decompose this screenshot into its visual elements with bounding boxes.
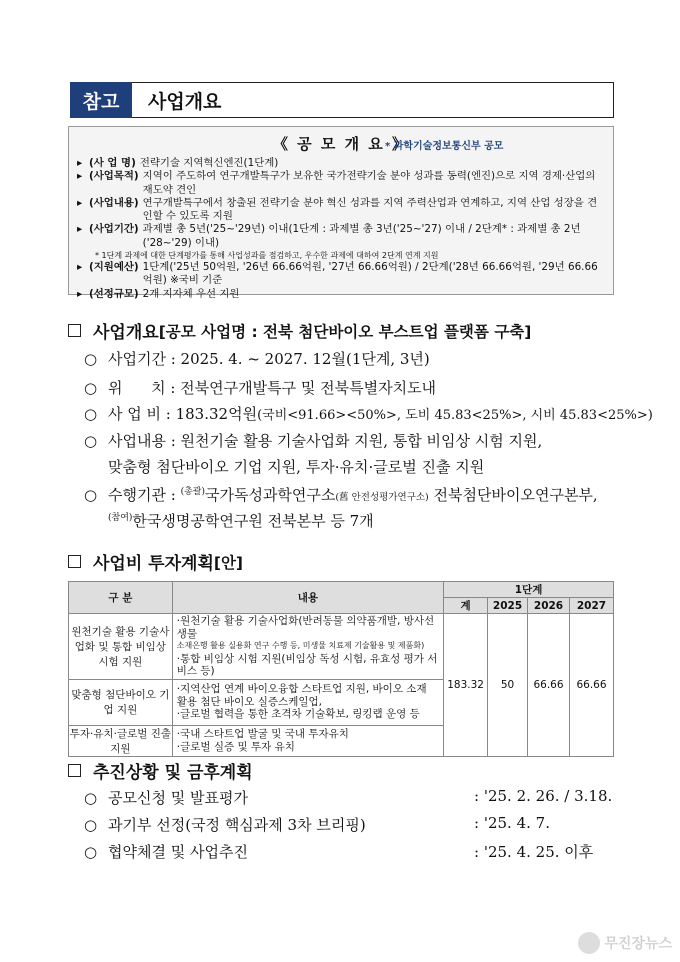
overview-org-partner: $^{(참여)}$한국생명공학연구원 전북본부 등 7개 <box>108 512 374 530</box>
announce-row: ▸ (사업기간) 과제별 총 5년('25~'29년) 이내(1단계 : 과제별 총 3년('25~'27) 이내 / 2단계* : 과제별 총 2년('28~'29) 이내) <box>77 223 581 249</box>
announcement-box <box>68 126 614 300</box>
overview-cost: ○ 사 업 비 : 183.32억원(국비<91.66><50%>, 도비 45.83<25%>, 시비 45.83<25%>) <box>84 405 653 423</box>
square-bullet-icon <box>68 764 81 777</box>
schedule-item: ○ 협약체결 및 사업추진 : '25. 4. 25. 이후 <box>84 843 594 861</box>
announce-row: ▸ (사업내용) 연구개발특구에서 창출된 전략기술 분야 혁신 성과를 지역 주력산업과 연계하고, 지역 산업 성장을 견인할 수 있도록 지원 <box>77 196 598 223</box>
overview-location: ○ 위 치 : 전북연구개발특구 및 전북특별자치도내 <box>84 379 437 397</box>
header-title: 사업개요 <box>132 82 614 118</box>
circle-bullet-icon: ○ <box>84 405 98 423</box>
col-year: 2025 <box>488 598 528 614</box>
announce-row: ▸ (지원예산) 1단계('25년 50억원, '26년 66.66억원, '27년 66.66억원) / 2단계('28년 66.66억원, '29년 66.66억원) ※국비 기준 <box>77 261 598 287</box>
col-division: 구 분 <box>69 582 173 614</box>
triangle-bullet-icon: ▸ <box>77 261 83 274</box>
triangle-bullet-icon: ▸ <box>77 196 83 209</box>
col-stage: 1단계 <box>444 582 614 598</box>
overview-content-cont: 맞춤형 첨단바이오 기업 지원, 투자·유치·글로벌 진출 지원 <box>108 458 485 476</box>
announce-row: ▸ (사 업 명) 전략기술 지역혁신엔진(1단계) <box>77 157 279 169</box>
budget-table <box>68 581 614 757</box>
division-cell: 원천기술 활용 기술사업화 및 통합 비임상 시험 지원 <box>69 614 173 680</box>
announcement-title: 《 공 모 개 요 》 * 과학기술정보통신부 공모 <box>272 135 504 153</box>
square-bullet-icon <box>68 555 81 568</box>
news-logo-icon <box>578 932 600 954</box>
circle-bullet-icon: ○ <box>84 843 98 861</box>
announcement-note: * 과학기술정보통신부 공모 <box>385 141 504 152</box>
circle-bullet-icon: ○ <box>84 816 98 834</box>
year-cell: 50 <box>488 614 528 757</box>
announce-row: ▸ (사업목적) 지역이 주도하여 연구개발특구가 보유한 국가전략기술 분야 성과를 동력(엔진)으로 지역 경제·산업의 재도약 견인 <box>77 170 596 196</box>
section-header <box>70 82 614 118</box>
circle-bullet-icon: ○ <box>84 350 98 368</box>
content-cell: ·원천기술 활용 기술사업화(반려동물 의약품개발, 방사선 생물 소재은행 활용 실용화 연구 수행 등, 미생물 치료제 기술활용 및 제품화) ·통합 비임상 시험 지원(비임상 독성 시험, 유효성 평가 서비스 등) <box>172 614 443 680</box>
circle-bullet-icon: ○ <box>84 379 98 397</box>
content-cell: ·지역산업 연계 바이오융합 스타트업 지원, 바이오 소재 활용 첨단 바이오 실증스케일업, ·글로벌 협력을 통한 초격차 기술확보, 링킹랩 운영 등 <box>172 679 443 725</box>
year-cell: 66.66 <box>528 614 570 757</box>
col-total: 계 <box>444 598 488 614</box>
col-content: 내용 <box>172 582 443 614</box>
total-cell: 183.32 <box>444 614 488 757</box>
overview-content: ○ 사업내용 : 원천기술 활용 기술사업화 지원, 통합 비임상 시험 지원, <box>84 432 543 450</box>
content-cell: ·국내 스타트업 발굴 및 국내 투자유치 ·글로벌 실증 및 투자 유치 <box>172 725 443 756</box>
reference-tag: 참고 <box>70 82 132 118</box>
col-year: 2026 <box>528 598 570 614</box>
triangle-bullet-icon: ▸ <box>77 287 83 300</box>
overview-org: ○ 수행기관 : $^{(총괄)}$국가독성과학연구소(舊 안전성평가연구소) 전북첨단바이오연구본부, <box>84 486 598 504</box>
division-cell: 맞춤형 첨단바이오 기업 지원 <box>69 679 173 725</box>
circle-bullet-icon: ○ <box>84 789 98 807</box>
overview-period: ○ 사업기간 : 2025. 4. ~ 2027. 12월(1단계, 3년) <box>84 350 430 368</box>
announcement-rows <box>77 157 605 301</box>
triangle-bullet-icon: ▸ <box>77 170 83 183</box>
progress-heading: 추진상황 및 금후계획 <box>68 758 253 783</box>
table-row <box>69 614 614 680</box>
triangle-bullet-icon: ▸ <box>77 223 83 236</box>
announce-row: ▸ (선정규모) 2개 지자체 우선 지원 <box>77 287 240 300</box>
schedule-item: ○ 공모신청 및 발표평가 : '25. 2. 26. / 3.18. <box>84 787 613 807</box>
investment-heading: 사업비 투자계획 [안] <box>68 549 243 574</box>
stage-subnote: * 1단계 과제에 대한 단계평가를 통해 사업성과를 점검하고, 우수한 과제에 대하여 2단계 연계 지원 <box>95 251 439 261</box>
division-cell: 투자·유치·글로벌 진출 지원 <box>69 725 173 756</box>
watermark: 무진장뉴스 <box>578 932 672 954</box>
circle-bullet-icon: ○ <box>84 486 98 504</box>
circle-bullet-icon: ○ <box>84 432 98 450</box>
square-bullet-icon <box>68 324 81 337</box>
overview-heading: 사업개요 [공모 사업명 : 전북 첨단바이오 부스트업 플랫폼 구축] <box>68 318 531 343</box>
triangle-bullet-icon: ▸ <box>77 157 83 169</box>
schedule-item: ○ 과기부 선정(국정 핵심과제 3차 브리핑) : '25. 4. 7. <box>84 814 550 834</box>
year-cell: 66.66 <box>570 614 614 757</box>
col-year: 2027 <box>570 598 614 614</box>
